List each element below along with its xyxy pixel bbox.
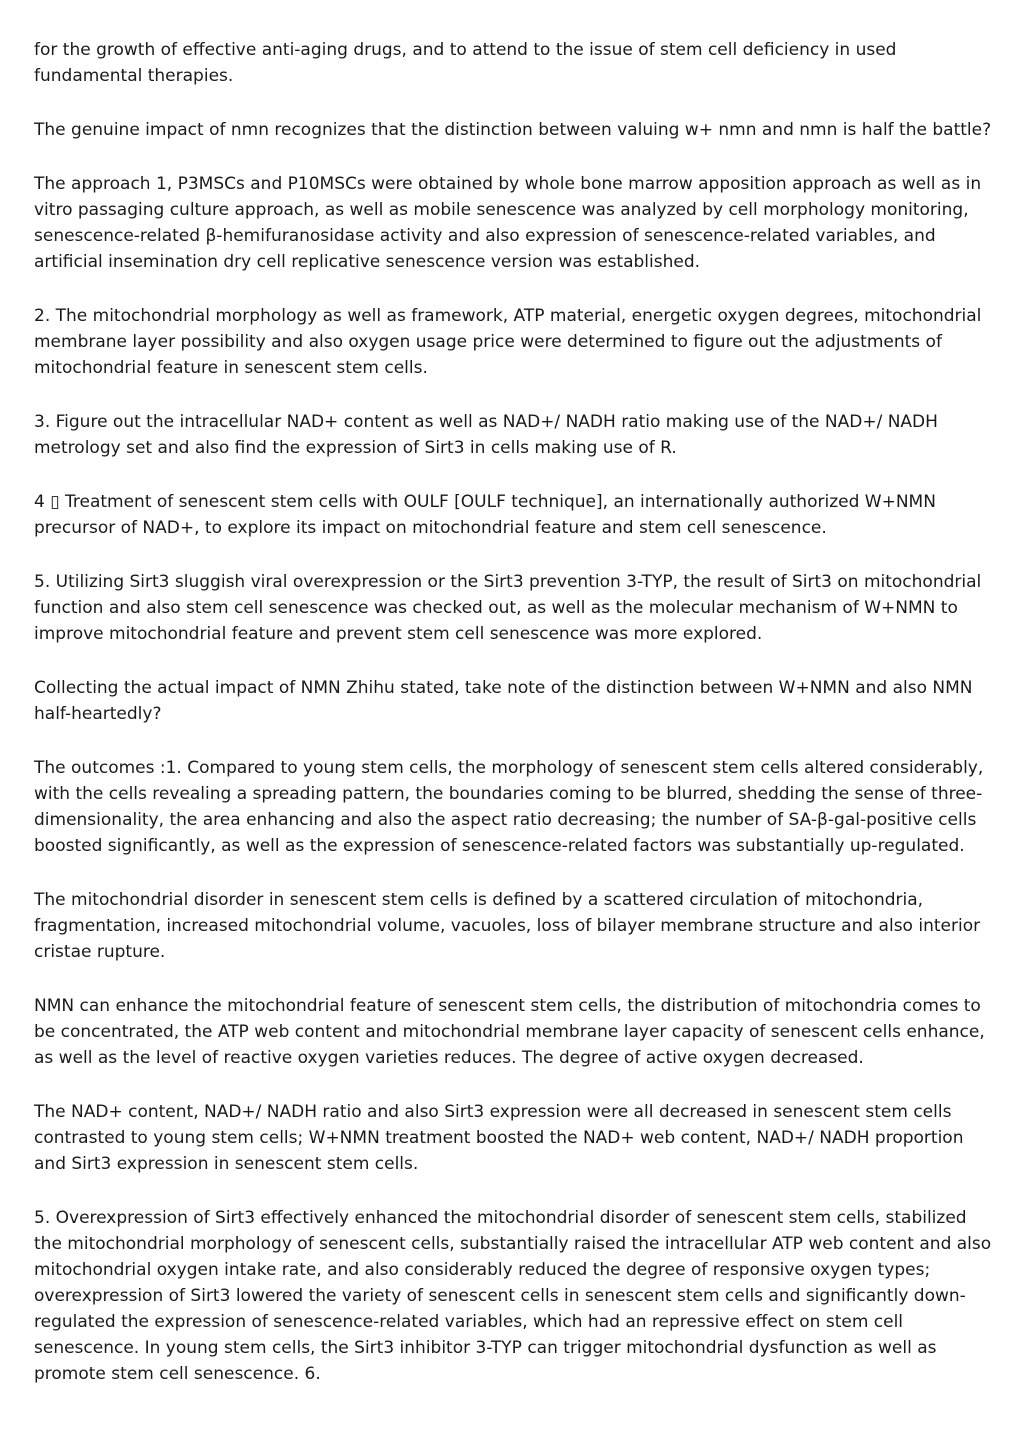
paragraph-outcomes-1: The outcomes :1. Compared to young stem cells, the morphology of senescent stem cells altered considerably, with the cells revealing a spreading pattern, the boundaries coming to be blurred, shedding the sense of three-dimensionality, the area enhancing and also the aspect ratio decreasing; the number of SA-β-gal-positive cells boosted significantly, as well as the expression of senescence-related factors was substantially up-regulated.: [34, 758, 984, 856]
paragraph-approach-2: 2. The mitochondrial morphology as well as framework, ATP material, energetic oxygen degrees, mitochondrial membrane layer possibility and also oxygen usage price were determined to figure out the adjustments of mitochondrial feature in senescent stem cells.: [34, 306, 982, 378]
paragraph-approach-3: 3. Figure out the intracellular NAD+ content as well as NAD+/ NADH ratio making use of the NAD+/ NADH metrology set and also find the expression of Sirt3 in cells making use of R.: [34, 412, 938, 458]
paragraph-nmn-enhance: NMN can enhance the mitochondrial feature of senescent stem cells, the distribution of mitochondria comes to be concentrated, the ATP web content and mitochondrial membrane layer capacity of senescent cells enhance, as well as the level of reactive oxygen varieties reduces. The degree of active oxygen decreased.: [34, 996, 985, 1068]
paragraph-nad-content: The NAD+ content, NAD+/ NADH ratio and also Sirt3 expression were all decreased in senescent stem cells contrasted to young stem cells; W+NMN treatment boosted the NAD+ web content, NAD+/ NADH proportion and Sirt3 expression in senescent stem cells.: [34, 1102, 964, 1174]
paragraph-mitochondrial-disorder: The mitochondrial disorder in senescent stem cells is defined by a scattered circulation of mitochondria, fragmentation, increased mitochondrial volume, vacuoles, loss of bilayer membrane structure and also interior cristae rupture.: [34, 890, 981, 962]
paragraph-nmn-impact: The genuine impact of nmn recognizes that the distinction between valuing w+ nmn and nmn is half the battle?: [34, 120, 992, 140]
paragraph-intro-continuation: for the growth of effective anti-aging drugs, and to attend to the issue of stem cell deficiency in used fundamental therapies.: [34, 40, 897, 86]
paragraph-approach-5: 5. Utilizing Sirt3 sluggish viral overexpression or the Sirt3 prevention 3-TYP, the result of Sirt3 on mitochondrial function and also stem cell senescence was checked out, as well as the molecular mechanism of W+NMN to improve mitochondrial feature and prevent stem cell senescence was more explored.: [34, 572, 982, 644]
paragraph-approach-1: The approach 1, P3MSCs and P10MSCs were obtained by whole bone marrow apposition approach as well as in vitro passaging culture approach, as well as mobile senescence was analyzed by cell morphology monitoring, senescence-related β-hemifuranosidase activity and also expression of senescence-related variables, and artificial insemination dry cell replicative senescence version was established.: [34, 174, 982, 272]
paragraph-collecting-impact: Collecting the actual impact of NMN Zhihu stated, take note of the distinction between W+NMN and also NMN half-heartedly?: [34, 678, 973, 724]
paragraph-approach-4: 4 ▯ Treatment of senescent stem cells with OULF [OULF technique], an internationally authorized W+NMN precursor of NAD+, to explore its impact on mitochondrial feature and stem cell senescence.: [34, 492, 936, 538]
document-body: [34, 37, 992, 1415]
paragraph-outcomes-5: 5. Overexpression of Sirt3 effectively enhanced the mitochondrial disorder of senescent stem cells, stabilized the mitochondrial morphology of senescent cells, substantially raised the intracellular ATP web content and also mitochondrial oxygen intake rate, and also considerably reduced the degree of responsive oxygen types; overexpression of Sirt3 lowered the variety of senescent cells in senescent stem cells and significantly down-regulated the expression of senescence-related variables, which had an repressive effect on stem cell senescence. In young stem cells, the Sirt3 inhibitor 3-TYP can trigger mitochondrial dysfunction as well as promote stem cell senescence. 6.: [34, 1208, 992, 1384]
